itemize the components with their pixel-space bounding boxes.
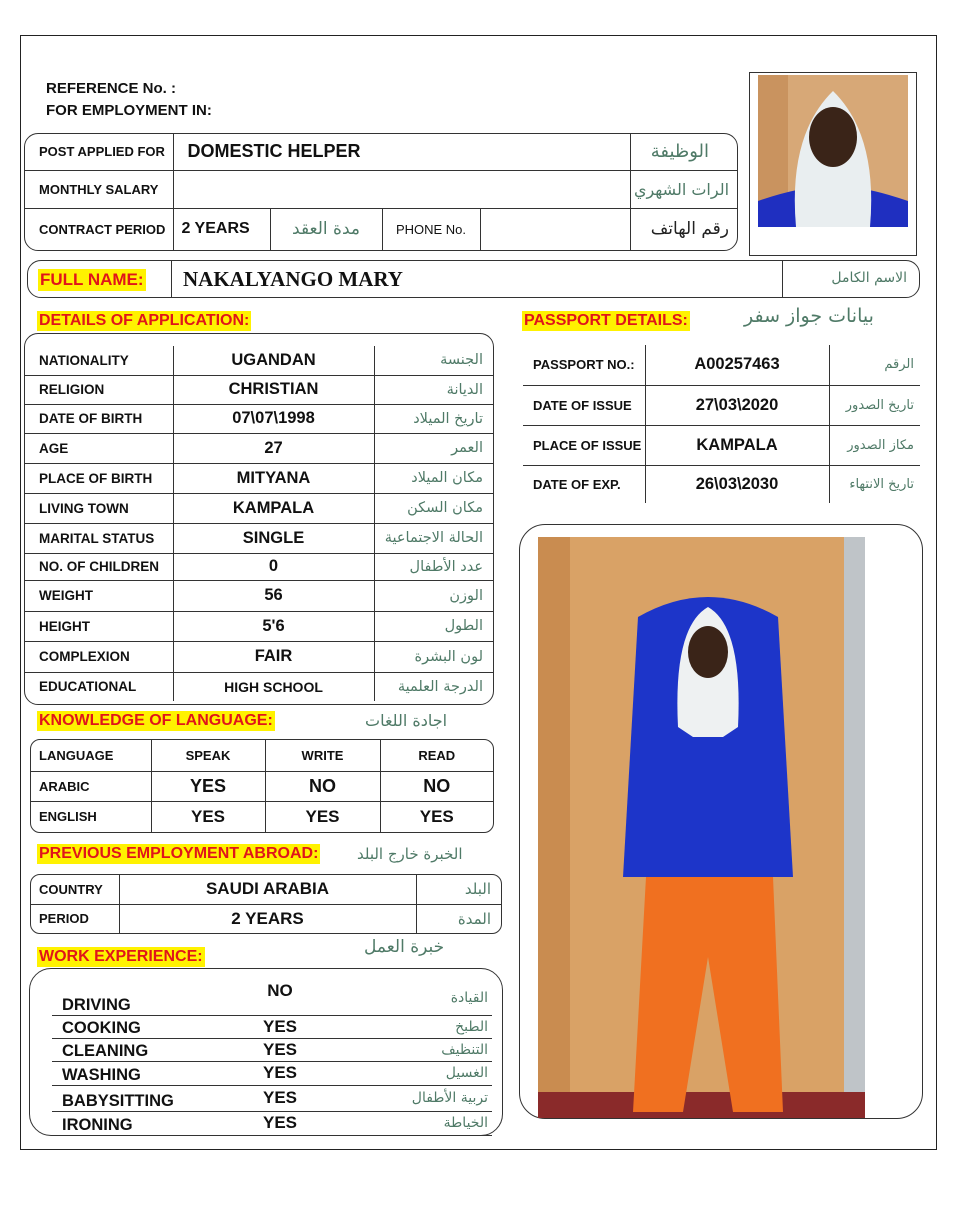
- english-read: YES: [419, 806, 454, 826]
- cooking-value: YES: [262, 1016, 298, 1036]
- period-ar: المدة: [457, 909, 491, 928]
- language-table: [31, 740, 493, 832]
- country-ar: البلد: [464, 880, 491, 899]
- passport-table: [523, 345, 920, 503]
- post-value: DOMESTIC HELPER: [173, 134, 630, 170]
- previous-title-ar: الخبرة خارج البلد: [357, 845, 463, 863]
- work-box: [29, 968, 503, 1136]
- application-row: [25, 523, 493, 553]
- ironing-ar: الخياطة: [443, 1115, 488, 1131]
- arabic-write: NO: [265, 771, 380, 801]
- language-header-write: WRITE: [265, 740, 380, 771]
- language-header-read: READ: [418, 747, 456, 763]
- application-row: [25, 580, 493, 611]
- phone-value: [480, 208, 630, 250]
- application-row: [25, 553, 493, 580]
- educational-value: HIGH SCHOOL: [173, 672, 374, 701]
- passport-no-label: PASSPORT NO.:: [523, 345, 645, 385]
- work-row: [52, 981, 492, 1015]
- place-of-birth-value: MITYANA: [173, 463, 374, 493]
- country-value: SAUDI ARABIA: [119, 875, 416, 904]
- complexion-ar: لون البشرة: [414, 648, 483, 665]
- no-of-children-value: 0: [173, 553, 374, 580]
- cleaning-value: YES: [262, 1039, 298, 1059]
- application-row: [25, 375, 493, 404]
- ironing-label: IRONING: [62, 1115, 133, 1134]
- reference-label: REFERENCE No. :: [46, 80, 177, 97]
- portrait-photo: [758, 75, 908, 227]
- period-label: PERIOD: [31, 904, 119, 933]
- period-value: 2 YEARS: [119, 904, 416, 933]
- age-ar: العمر: [451, 440, 483, 456]
- contract-value: 2 YEARS: [173, 208, 270, 250]
- phone-label: PHONE No.: [382, 208, 480, 250]
- salary-label: MONTHLY SALARY: [25, 170, 173, 208]
- application-row: [25, 463, 493, 493]
- language-box: [30, 739, 494, 833]
- weight-value: 56: [173, 580, 374, 611]
- washing-ar: الغسيل: [445, 1065, 488, 1081]
- marital-status-value: SINGLE: [173, 523, 374, 553]
- date-of-birth-ar: تاريخ الميلاد: [413, 410, 483, 427]
- weight-label: WEIGHT: [25, 580, 173, 611]
- weight-ar: الوزن: [449, 587, 483, 604]
- phone-ar: رقم الهاتف: [650, 219, 730, 240]
- previous-table: [31, 875, 501, 933]
- previous-box: [30, 874, 502, 934]
- living-town-value: KAMPALA: [173, 493, 374, 523]
- application-table: [25, 346, 493, 701]
- passport-no-value: A00257463: [645, 345, 829, 385]
- fullbody-photo: [538, 537, 865, 1118]
- application-title: DETAILS OF APPLICATION:: [39, 312, 250, 329]
- arabic-speak: YES: [151, 771, 265, 801]
- cooking-ar: الطبخ: [455, 1018, 488, 1035]
- height-ar: الطول: [444, 618, 483, 634]
- place-of-birth-ar: مكان الميلاد: [411, 470, 483, 486]
- religion-ar: الديانة: [446, 381, 483, 398]
- english-speak: YES: [151, 801, 265, 832]
- no-of-children-label: NO. OF CHILDREN: [25, 553, 173, 580]
- living-town-ar: مكان السكن: [407, 500, 483, 516]
- language-header-speak: SPEAK: [151, 740, 265, 771]
- date-of-exp-label: DATE OF EXP.: [523, 465, 645, 503]
- washing-label: WASHING: [62, 1065, 141, 1084]
- place-of-issue-label: PLACE OF ISSUE: [523, 425, 645, 465]
- washing-value: YES: [262, 1063, 298, 1082]
- passport-row: [523, 345, 920, 385]
- babysitting-value: YES: [262, 1088, 298, 1107]
- fullbody-photo-frame: [519, 524, 923, 1119]
- complexion-label: COMPLEXION: [25, 641, 173, 672]
- height-value: 5'6: [173, 611, 374, 641]
- job-box: [24, 133, 738, 251]
- work-row: [52, 1111, 492, 1135]
- passport-no-ar: الرقم: [884, 357, 914, 373]
- age-value: 27: [173, 433, 374, 463]
- age-label: AGE: [25, 433, 173, 463]
- passport-row: [523, 425, 920, 465]
- fullname-ar: الاسم الكامل: [831, 270, 907, 286]
- post-label: POST APPLIED FOR: [25, 134, 173, 170]
- language-row-english: ENGLISH: [31, 801, 151, 832]
- country-label: COUNTRY: [31, 875, 119, 904]
- application-row: [25, 672, 493, 701]
- post-ar: الوظيفة: [650, 141, 710, 163]
- passport-row: [523, 465, 920, 503]
- fullname-value: NAKALYANGO MARY: [183, 267, 403, 291]
- application-row: [25, 611, 493, 641]
- application-row: [25, 404, 493, 433]
- educational-label: EDUCATIONAL: [25, 672, 173, 701]
- arabic-read: NO: [423, 775, 451, 796]
- contract-label: CONTRACT PERIOD: [25, 208, 173, 250]
- cleaning-label: CLEANING: [62, 1041, 149, 1060]
- date-of-exp-ar: تاريخ الانتهاء: [849, 476, 914, 492]
- cleaning-ar: التنظيف: [441, 1041, 488, 1058]
- work-row: [52, 1038, 492, 1061]
- height-label: HEIGHT: [25, 611, 173, 641]
- marital-status-label: MARITAL STATUS: [25, 523, 173, 553]
- fullname-label: FULL NAME:: [40, 270, 144, 289]
- application-row: [25, 641, 493, 672]
- date-of-birth-value: 07\07\1998: [173, 404, 374, 433]
- date-of-issue-ar: تاريخ الصدور: [845, 397, 914, 413]
- nationality-ar: الجنسة: [440, 352, 483, 369]
- work-row: [52, 1085, 492, 1111]
- language-row-arabic: ARABIC: [31, 771, 151, 801]
- educational-ar: الدرجة العلمية: [397, 678, 483, 695]
- religion-label: RELIGION: [25, 375, 173, 404]
- language-title: KNOWLEDGE OF LANGUAGE:: [39, 712, 273, 729]
- babysitting-label: BABYSITTING: [62, 1091, 174, 1110]
- fullname-box: [27, 260, 920, 298]
- complexion-value: FAIR: [173, 641, 374, 672]
- application-row: [25, 493, 493, 523]
- portrait-photo-frame: [749, 72, 917, 256]
- date-of-birth-label: DATE OF BIRTH: [25, 404, 173, 433]
- salary-value: [173, 170, 630, 208]
- marital-status-ar: الحالة الاجتماعية: [384, 530, 483, 546]
- work-row: [52, 1061, 492, 1085]
- place-of-issue-ar: مكاز الصدور: [847, 437, 914, 453]
- language-title-ar: اجادة اللغات: [365, 711, 448, 730]
- place-of-birth-label: PLACE OF BIRTH: [25, 463, 173, 493]
- place-of-issue-value: KAMPALA: [645, 425, 829, 465]
- passport-title-ar: بيانات جواز سفر: [744, 305, 874, 327]
- no-of-children-ar: عدد الأطفال: [409, 558, 483, 575]
- work-row: [52, 1015, 492, 1038]
- driving-ar: القيادة: [450, 989, 488, 1006]
- application-row: [25, 433, 493, 463]
- nationality-value: UGANDAN: [173, 346, 374, 375]
- english-write: YES: [265, 801, 380, 832]
- living-town-label: LIVING TOWN: [25, 493, 173, 523]
- application-box: [24, 333, 494, 705]
- babysitting-ar: تربية الأطفال: [411, 1090, 488, 1106]
- date-of-issue-value: 27\03\2020: [645, 385, 829, 425]
- contract-ar: مدة العقد: [270, 208, 382, 250]
- date-of-issue-label: DATE OF ISSUE: [523, 385, 645, 425]
- salary-ar: الرات الشهري: [633, 179, 730, 199]
- work-table: [52, 981, 492, 1136]
- religion-value: CHRISTIAN: [173, 375, 374, 404]
- employment-label: FOR EMPLOYMENT IN:: [46, 102, 212, 119]
- nationality-label: NATIONALITY: [25, 346, 173, 375]
- cooking-label: COOKING: [62, 1018, 141, 1037]
- date-of-exp-value: 26\03\2030: [645, 465, 829, 503]
- work-title: WORK EXPERIENCE:: [39, 948, 203, 965]
- passport-row: [523, 385, 920, 425]
- language-header-language: LANGUAGE: [31, 740, 151, 771]
- application-row: [25, 346, 493, 375]
- driving-label: DRIVING: [62, 995, 131, 1014]
- driving-value: NO: [267, 981, 293, 1000]
- passport-title: PASSPORT DETAILS:: [524, 312, 688, 329]
- ironing-value: YES: [262, 1113, 298, 1132]
- previous-title: PREVIOUS EMPLOYMENT ABROAD:: [39, 845, 319, 862]
- work-title-ar: خبرة العمل: [364, 937, 445, 957]
